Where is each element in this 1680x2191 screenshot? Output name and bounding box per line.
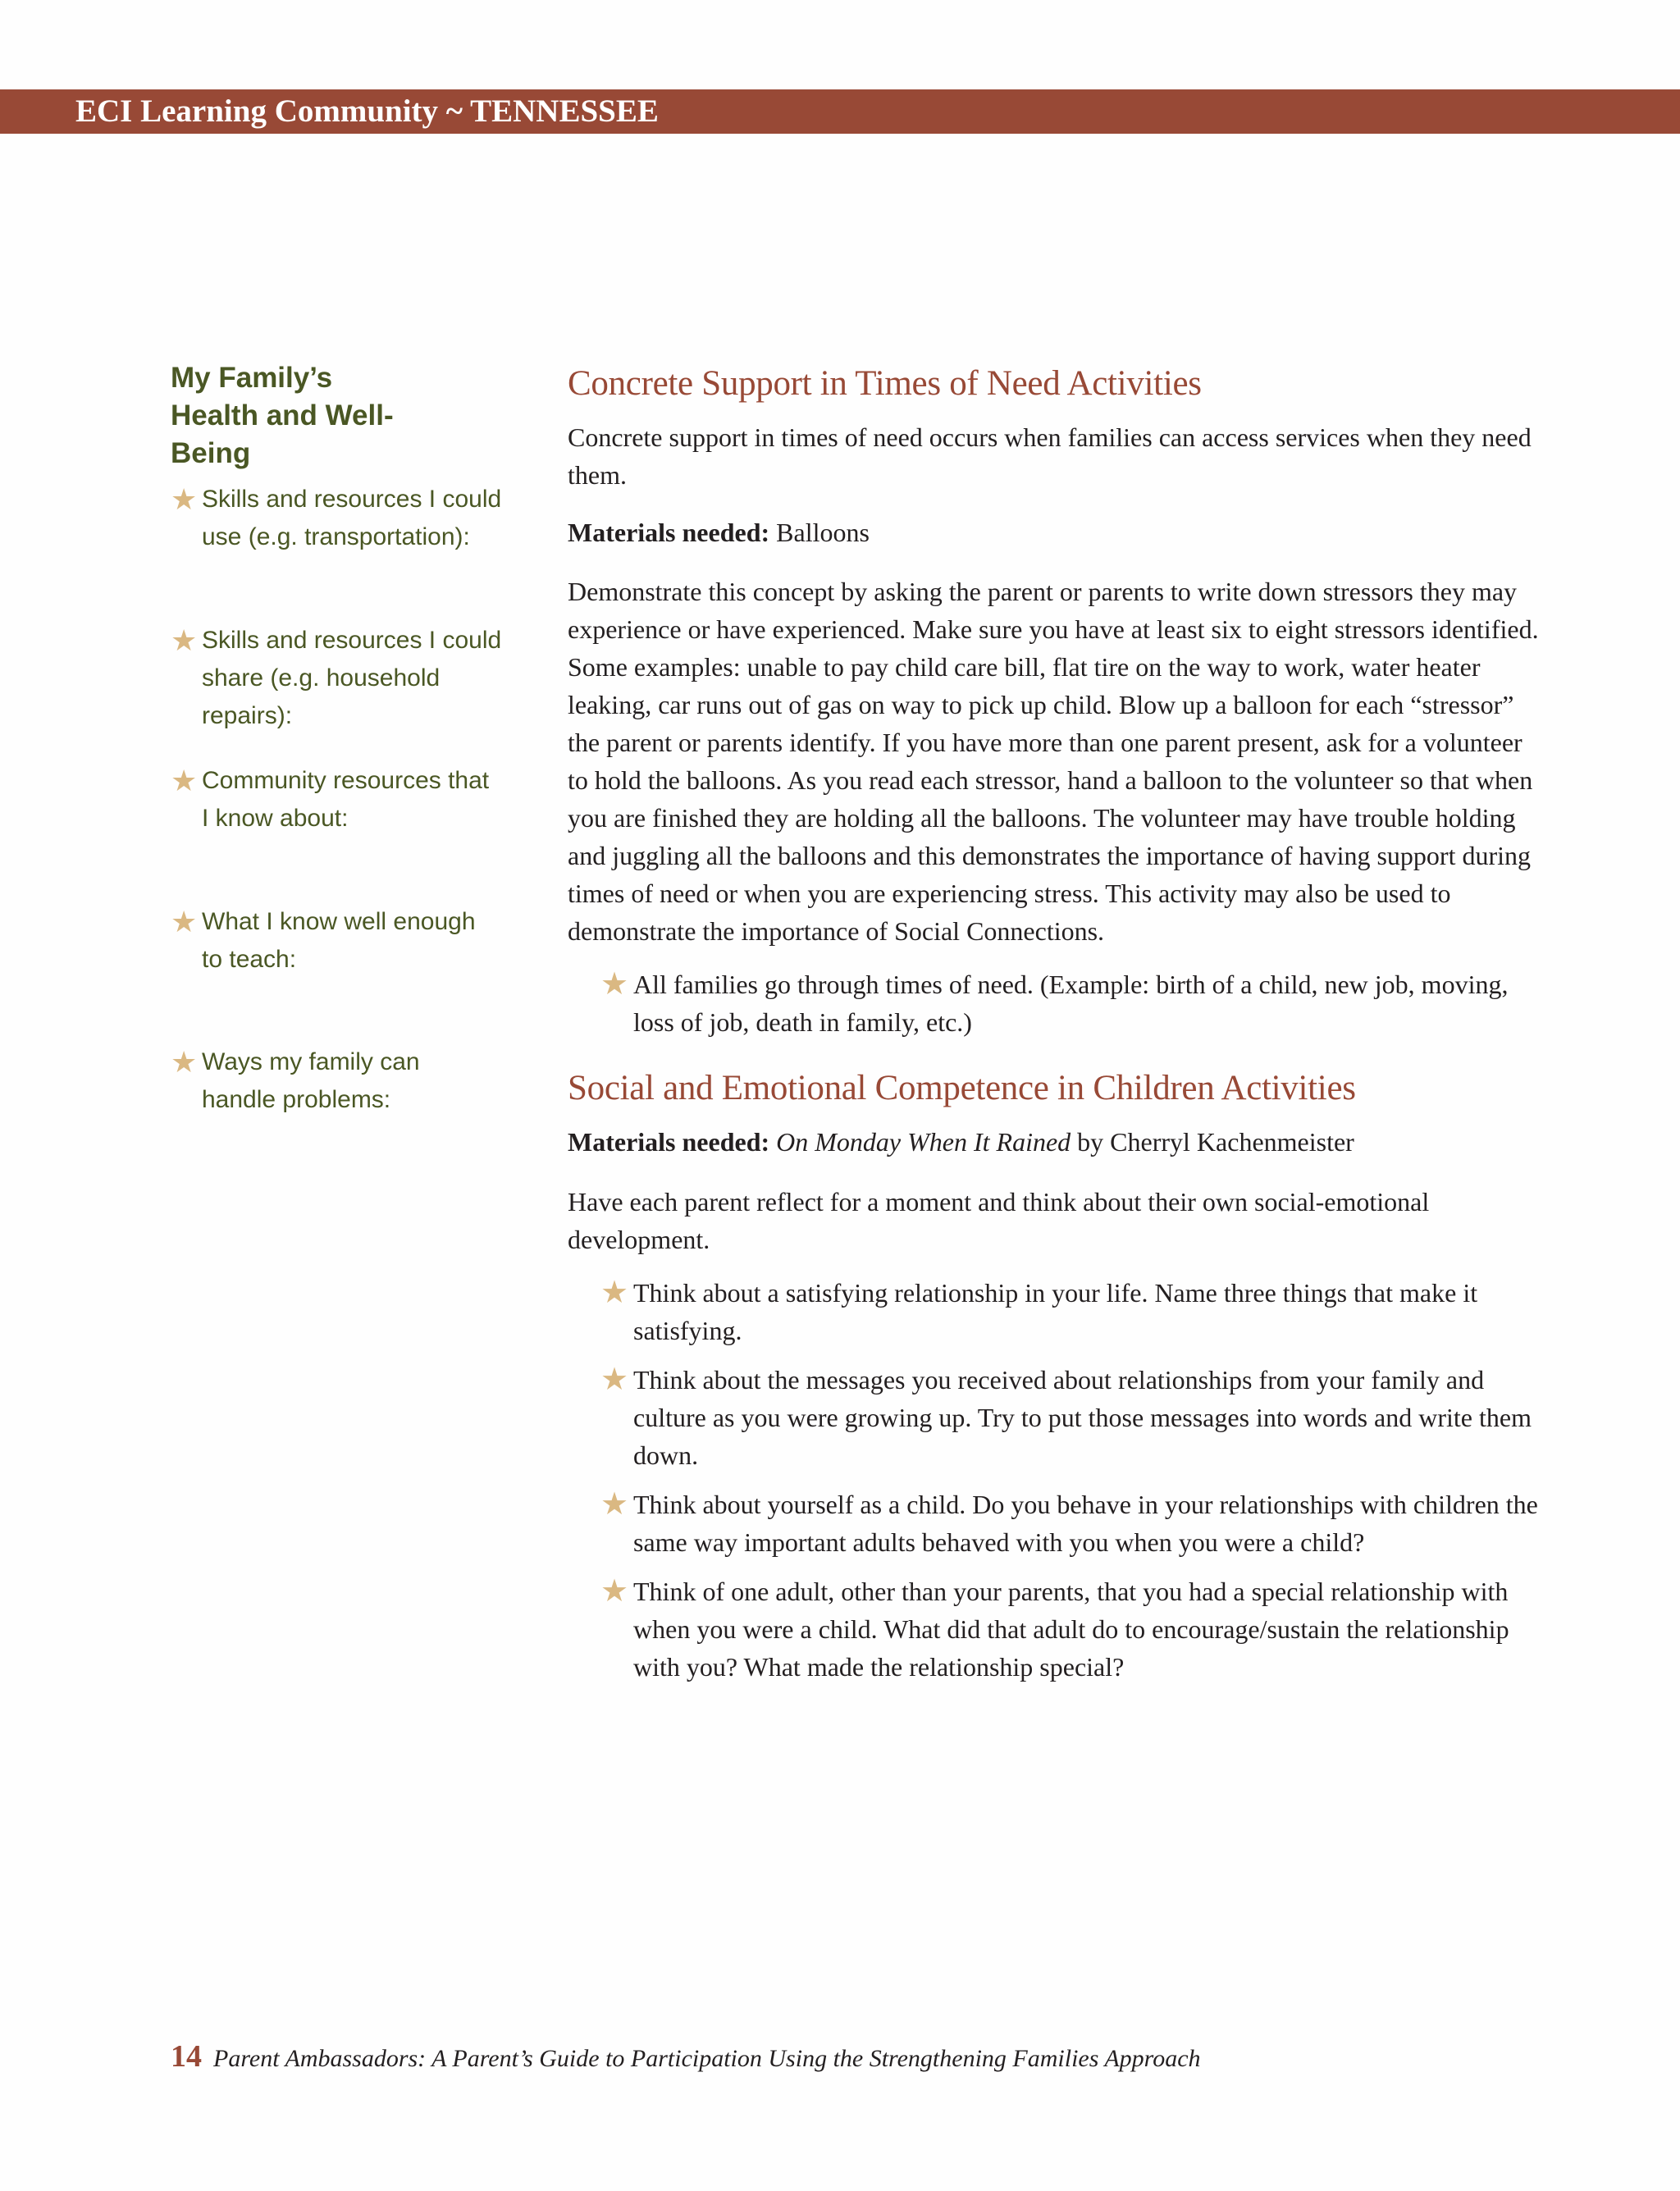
star-icon: ★ — [600, 967, 629, 1002]
sidebar-item-label: What I know well enough to teach: — [202, 908, 476, 973]
page-footer — [171, 2038, 1201, 2078]
header-title: ECI Learning Community ~ TENNESSEE — [75, 94, 659, 129]
bullet-text: Think about yourself as a child. Do you behave in your relationships with children the same way important adults behaved with you when you were a child? — [633, 1490, 1538, 1557]
page-number: 14 — [171, 2039, 202, 2074]
bullet-text: All families go through times of need. (Example: birth of a child, new job, moving, loss of job, death in family, etc.) — [633, 970, 1509, 1037]
social-intro: Have each parent reflect for a moment and think about their own social-emotional development. — [568, 1187, 1430, 1254]
concrete-intro: Concrete support in times of need occurs when families can access services when they need them. — [568, 422, 1532, 490]
footer-title: Parent Ambassadors: A Parent’s Guide to Participation Using the Strengthening Families Approach — [213, 2045, 1201, 2072]
concrete-materials — [568, 514, 1542, 551]
sidebar-item-label: Skills and resources I could use (e.g. transportation): — [202, 486, 502, 550]
list-item — [568, 1572, 1542, 1686]
sidebar-title: My Family’s Health and Well-Being — [171, 362, 394, 469]
bullet-text: Think about a satisfying relationship in your life. Name three things that make it satisfying. — [633, 1278, 1478, 1345]
list-item — [568, 965, 1542, 1041]
bullet-text: Think about the messages you received about relationships from your family and culture as you were growing up. Try to put those messages into words and write them down. — [633, 1365, 1532, 1470]
star-icon: ★ — [171, 623, 198, 657]
section-heading-social-emotional: Social and Emotional Competence in Children Activities — [568, 1069, 1356, 1107]
materials-label: Materials needed: — [568, 1127, 770, 1157]
social-materials — [568, 1123, 1542, 1161]
star-icon: ★ — [600, 1574, 629, 1609]
bullet-text: Think of one adult, other than your parents, that you had a special relationship with when you were a child. What did that adult do to encourage/sustain the relationship with you? What made the relationship special? — [633, 1577, 1509, 1682]
sidebar-item — [171, 481, 532, 556]
materials-value: Balloons — [769, 518, 870, 547]
sidebar — [171, 359, 532, 1113]
list-item — [568, 1486, 1542, 1561]
sidebar-item — [171, 622, 507, 735]
star-icon: ★ — [171, 905, 198, 938]
main-content — [568, 359, 1542, 1686]
star-icon: ★ — [600, 1487, 629, 1522]
sidebar-item-label: Skills and resources I could share (e.g. household repairs): — [202, 627, 502, 729]
sidebar-item — [171, 903, 499, 979]
sidebar-item — [171, 1043, 499, 1119]
sidebar-item — [171, 762, 499, 838]
book-title: On Monday When It Rained — [776, 1127, 1071, 1157]
materials-label: Materials needed: — [568, 518, 770, 547]
list-item — [568, 1361, 1542, 1474]
star-icon: ★ — [171, 1045, 198, 1079]
header-bar — [0, 89, 1680, 134]
star-icon: ★ — [600, 1276, 629, 1310]
sidebar-item-label: Community resources that I know about: — [202, 767, 490, 832]
concrete-body: Demonstrate this concept by asking the parent or parents to write down stressors they may experience or have experienced. Make sure you have at least six to eight stressors identified. Some examples: unable to pay child care bill, flat tire on the way to work, water heater leaking, car runs out of gas on way to pick up child. Blow up a balloon for each “stressor” the parent or parents identify. If you have more than one parent present, ask for a volunteer to hold the balloons. As you read each stressor, hand a balloon to the volunteer so that when you are finished they are holding all the balloons. The volunteer may have trouble holding and juggling all the balloons and this demonstrates the importance of having support during times of need or when you are experiencing stress. This activity may also be used to demonstrate the importance of Social Connections. — [568, 577, 1539, 946]
book-author: by Cherryl Kachenmeister — [1071, 1127, 1354, 1157]
section-heading-concrete-support: Concrete Support in Times of Need Activities — [568, 364, 1202, 403]
star-icon: ★ — [171, 764, 198, 797]
star-icon: ★ — [171, 482, 198, 516]
sidebar-item-label: Ways my family can handle problems: — [202, 1048, 420, 1113]
list-item — [568, 1274, 1542, 1349]
star-icon: ★ — [600, 1363, 629, 1397]
